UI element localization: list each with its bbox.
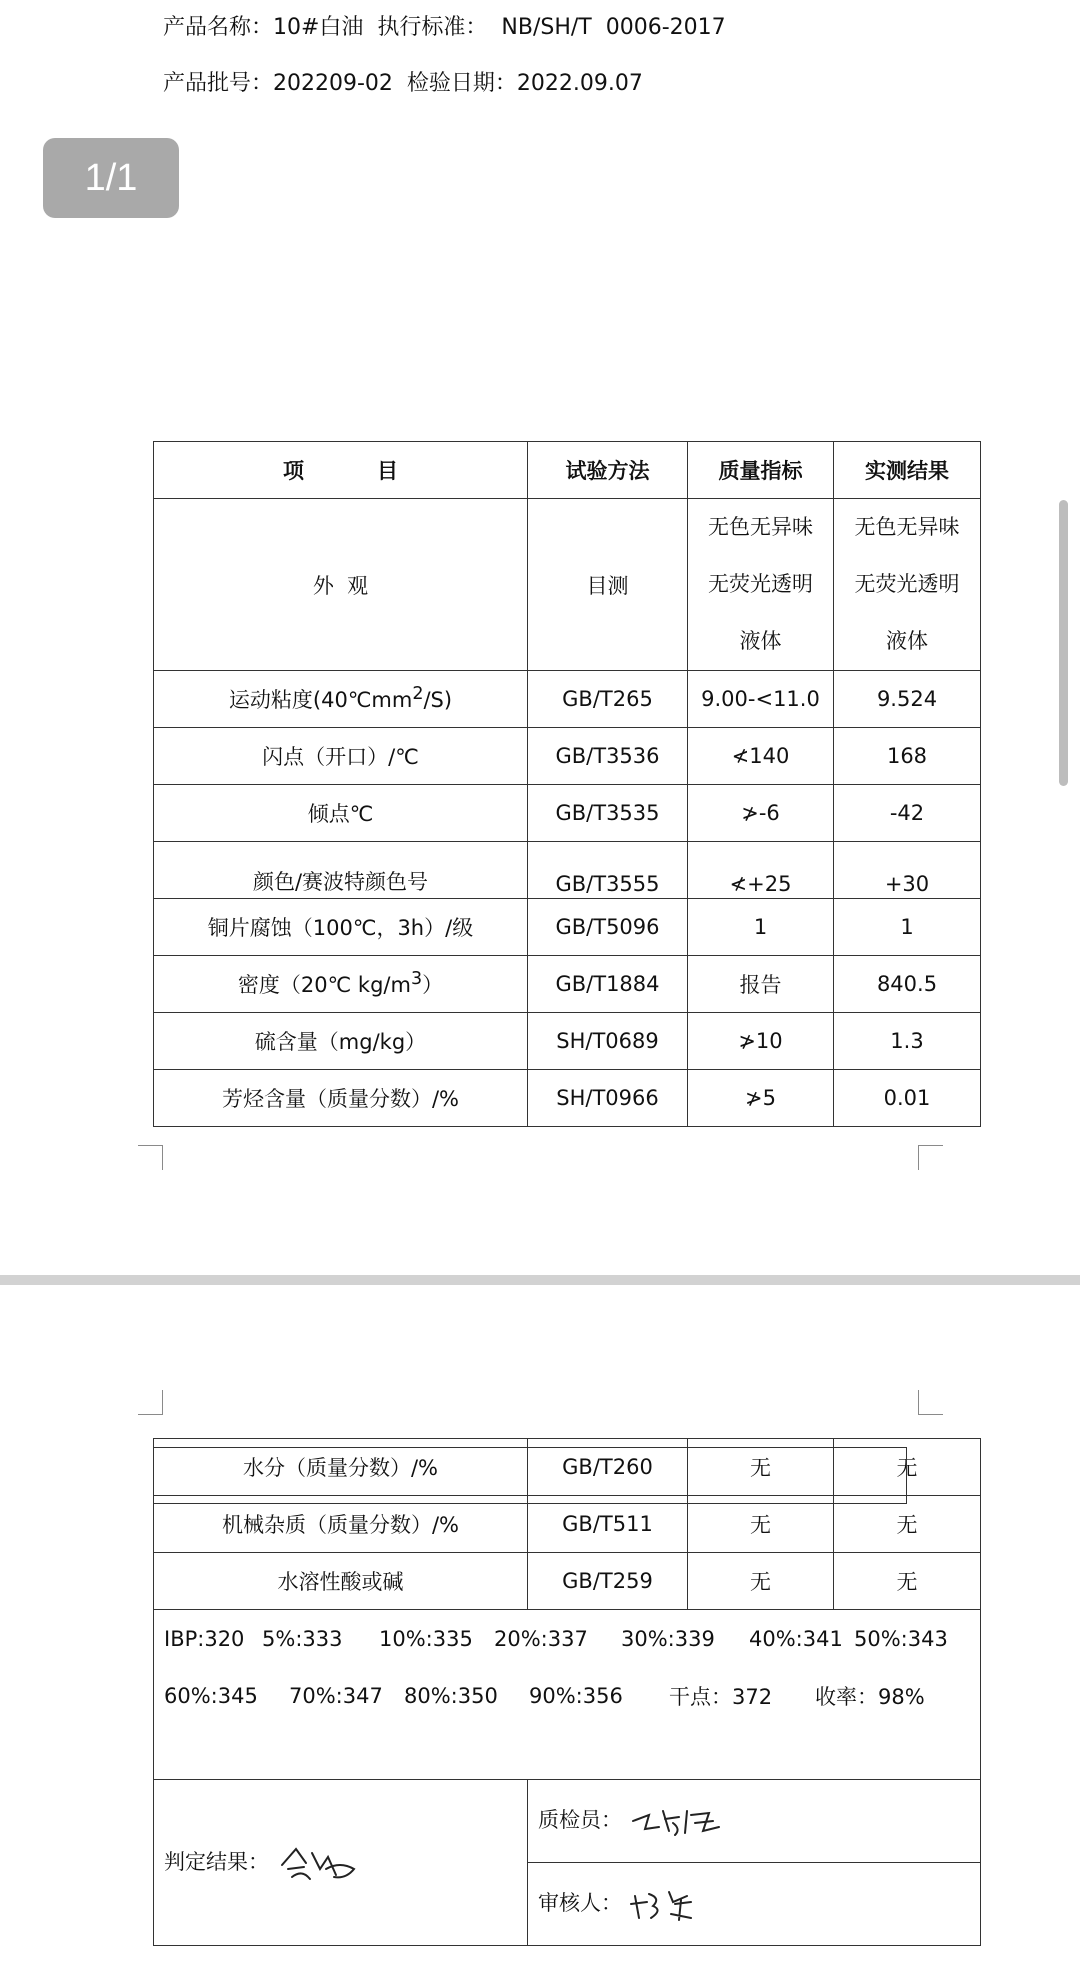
row-spec: 1: [688, 899, 834, 956]
row-spec: 无: [688, 1553, 834, 1610]
distillation-line-1: IBP:320 5%:333 10%:335 20%:337 30%:339 40%:341 50%:343: [164, 1626, 948, 1651]
judgement-cell: [154, 1780, 528, 1946]
row-item: 闪点（开口）/℃: [154, 728, 528, 785]
page-divider: [0, 1275, 1080, 1285]
row-method: GB/T5096: [528, 899, 688, 956]
row-spec: 无: [688, 1439, 834, 1496]
row-spec: ≯5: [688, 1070, 834, 1127]
table-row: [154, 1070, 981, 1127]
page-indicator: 1/1: [43, 138, 179, 218]
viscosity-result: 9.524: [834, 671, 981, 728]
row-method: GB/T3555: [528, 842, 688, 899]
appearance-method: 目测: [528, 499, 688, 671]
row-method: GB/T3535: [528, 785, 688, 842]
density-item: 密度（20℃ $kg/m^3$）: [154, 956, 528, 1013]
table-row: [154, 1553, 981, 1610]
density-result: 840.5: [834, 956, 981, 1013]
row-spec: 无: [688, 1496, 834, 1553]
table-row: [154, 1496, 981, 1553]
row-method: SH/T0966: [528, 1070, 688, 1127]
table-row: [154, 1439, 981, 1496]
judgement-label: 判定结果：: [164, 1849, 269, 1874]
row-item: 倾点℃: [154, 785, 528, 842]
row-method: GB/T259: [528, 1553, 688, 1610]
distillation-row: [154, 1610, 981, 1780]
table-row: [154, 499, 981, 671]
row-item: 机械杂质（质量分数）/%: [154, 1496, 528, 1553]
row-spec: ≯-6: [688, 785, 834, 842]
scrollbar[interactable]: [1059, 500, 1068, 786]
distillation-data: [154, 1610, 981, 1780]
header-item: 项 目: [154, 442, 528, 499]
reviewer-cell: [528, 1863, 981, 1946]
viscosity-item: 运动粘度$(40℃mm^2/S)$: [154, 671, 528, 728]
inspector-label: 质检员：: [538, 1808, 622, 1832]
row-result: 1: [834, 899, 981, 956]
page-corner-mark: [918, 1390, 943, 1415]
row-result: -42: [834, 785, 981, 842]
row-item: 颜色/赛波特颜色号: [154, 842, 528, 899]
inspector-cell: [528, 1780, 981, 1863]
row-item: 水分（质量分数）/%: [154, 1439, 528, 1496]
reviewer-signature: [629, 1884, 709, 1924]
density-method: GB/T1884: [528, 956, 688, 1013]
table-row: [154, 728, 981, 785]
row-method: GB/T260: [528, 1439, 688, 1496]
inspection-table-1: [153, 441, 981, 1127]
table-row: [154, 899, 981, 956]
appearance-item: 外 观: [154, 499, 528, 671]
table-row: [154, 842, 981, 899]
row-method: GB/T511: [528, 1496, 688, 1553]
row-item: 芳烃含量（质量分数）/%: [154, 1070, 528, 1127]
row-spec: ≮+25: [688, 842, 834, 899]
table-row: [154, 785, 981, 842]
row-method: GB/T3536: [528, 728, 688, 785]
viscosity-method: GB/T265: [528, 671, 688, 728]
inspection-table-2: [153, 1438, 981, 1946]
row-result: 无: [834, 1496, 981, 1553]
batch-date-line: 产品批号：202209-02 检验日期：2022.09.07: [163, 71, 643, 96]
judgement-signature: [276, 1839, 364, 1887]
row-method: SH/T0689: [528, 1013, 688, 1070]
appearance-result: 无色无异味 无荧光透明 液体: [834, 499, 981, 671]
row-result: 168: [834, 728, 981, 785]
header-spec: 质量指标: [688, 442, 834, 499]
page-corner-mark: [138, 1390, 163, 1415]
row-spec: ≯10: [688, 1013, 834, 1070]
product-name-line: 产品名称：10#白油 执行标准： NB/SH/T 0006-2017: [163, 15, 726, 40]
inspector-signature: [629, 1801, 729, 1841]
density-spec: 报告: [688, 956, 834, 1013]
row-item: 铜片腐蚀（100℃，3h）/级: [154, 899, 528, 956]
header-result: 实测结果: [834, 442, 981, 499]
header-method: 试验方法: [528, 442, 688, 499]
page-corner-mark: [918, 1145, 943, 1170]
row-item: 硫含量（mg/kg）: [154, 1013, 528, 1070]
row-item: 水溶性酸或碱: [154, 1553, 528, 1610]
row-result: 0.01: [834, 1070, 981, 1127]
distillation-line-2: 60%:345 70%:347 80%:350 90%:356 干点：372 收率：98%: [164, 1683, 925, 1709]
row-result: 无: [834, 1439, 981, 1496]
page-corner-mark: [138, 1145, 163, 1170]
appearance-spec: 无色无异味 无荧光透明 液体: [688, 499, 834, 671]
table-row: [154, 956, 981, 1013]
row-result: +30: [834, 842, 981, 899]
table-row: [154, 1013, 981, 1070]
viscosity-spec: 9.00-<11.0: [688, 671, 834, 728]
reviewer-label: 审核人：: [538, 1891, 622, 1915]
row-result: 1.3: [834, 1013, 981, 1070]
row-spec: ≮140: [688, 728, 834, 785]
table-row: [154, 671, 981, 728]
row-result: 无: [834, 1553, 981, 1610]
